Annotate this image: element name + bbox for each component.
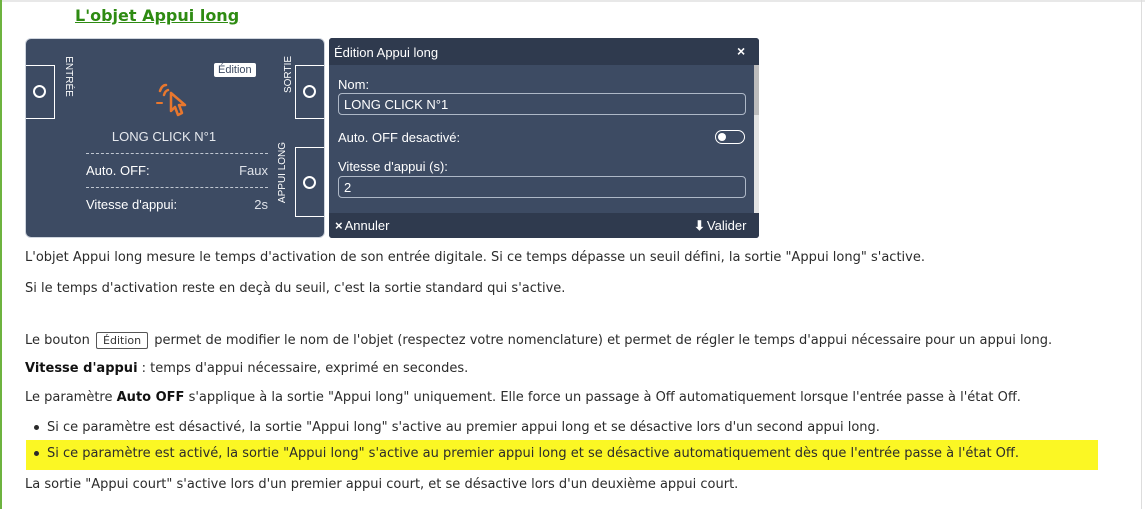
name-label: Nom: [338,77,370,92]
text: : temps d'appui nécessaire, exprimé en secondes. [137,361,469,376]
node-name: LONG CLICK N°1 [111,129,217,144]
input-port-circle[interactable] [33,85,46,98]
text: Le paramètre [25,390,117,405]
cancel-button[interactable] [335,218,389,233]
paragraph-short-press: La sortie "Appui court" s'active lors d'un premier appui court, et se désactive lors d'un deuxième appui court. [25,477,739,492]
list-item [34,420,880,435]
dialog-header [329,38,759,65]
section-title[interactable]: L'objet Appui long [75,6,240,25]
list-item [34,446,1019,461]
paragraph-edit-button [25,332,1052,349]
divider [86,153,268,154]
prop-speed [86,197,268,212]
paragraph-speed [25,361,468,376]
right-border [1141,0,1142,509]
bullet-dot [34,425,39,430]
close-icon: × [335,218,343,233]
prop-value: 2s [254,197,268,212]
validate-label: Valider [706,218,747,233]
bold-term: Vitesse d'appui [25,361,138,376]
inline-edit-button: Édition [96,332,148,349]
long-press-port[interactable] [295,147,325,217]
prop-auto-off [86,163,268,178]
left-accent-border [0,0,2,509]
list-item-text: Si ce paramètre est désactivé, la sortie "Appui long" s'active au premier appui long et se désactive lors d'un second appui long. [47,420,880,435]
output-port-circle[interactable] [303,85,316,98]
long-press-port-label: APPUI LONG [277,141,289,204]
speed-label: Vitesse d'appui (s): [338,159,448,174]
list-item-text: Si ce paramètre est activé, la sortie "Appui long" s'active au premier appui long et se désactive automatiquement dès que l'entrée passe à l'état Off. [47,446,1020,461]
toggle-knob [718,133,726,141]
long-click-icon [154,81,198,121]
long-press-node[interactable] [25,38,325,238]
dialog-footer [329,213,759,238]
paragraph-auto-off [25,390,1021,405]
cancel-label: Annuler [344,218,390,233]
text: permet de modifier le nom de l'objet (respectez votre nomenclature) et permet de régler le temps d'appui nécessaire pour un appui long. [154,333,1053,348]
paragraph-intro: L'objet Appui long mesure le temps d'activation de son entrée digitale. Si ce temps dépasse un seuil défini, la sortie "Appui long" s'active. [25,250,925,265]
prop-key: Vitesse d'appui: [86,197,178,212]
download-icon: ⬇ [694,218,705,233]
prop-key: Auto. OFF: [86,163,150,178]
auto-off-label: Auto. OFF desactivé: [338,130,461,145]
divider [86,187,268,188]
paragraph-threshold: Si le temps d'activation reste en deçà du seuil, c'est la sortie standard qui s'active. [25,281,566,296]
dialog-title: Édition Appui long [334,45,439,60]
bullet-dot [34,451,39,456]
scrollbar-thumb[interactable] [754,65,759,115]
close-icon[interactable]: × [737,43,746,59]
edit-dialog [329,38,759,238]
output-port[interactable] [295,65,325,119]
text: Le bouton [25,333,90,348]
speed-input[interactable] [338,176,746,198]
prop-value: Faux [239,163,268,178]
name-input[interactable] [338,93,746,115]
edit-button[interactable]: Édition [214,63,256,77]
output-port-label: SORTIE [283,55,295,94]
input-port-label: ENTRÉE [62,56,74,97]
text: s'applique à la sortie "Appui long" uniquement. Elle force un passage à Off automatiquement lorsque l'entrée passe à l'état Off. [184,390,1021,405]
top-border [0,0,1145,2]
auto-off-toggle[interactable] [715,130,745,144]
bold-term: Auto OFF [116,390,185,405]
validate-button[interactable] [694,218,746,234]
input-port[interactable] [25,65,55,119]
long-press-port-circle[interactable] [303,176,316,189]
